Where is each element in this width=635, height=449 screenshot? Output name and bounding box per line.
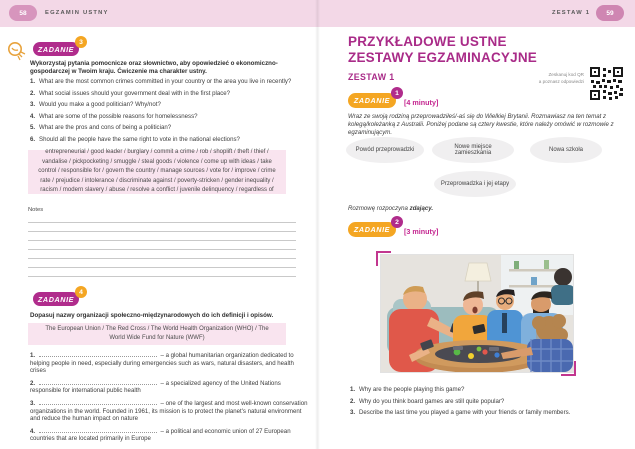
task3-questions xyxy=(30,78,308,148)
task1-intro: Wraz ze swoją rodziną przeprowadziłeś/-aś się do Wielkiej Brytanii. Rozmawiasz na ten temat z kolegą/koleżanką z Australii. Poniżej podane są cztery kwestie, które należy omówić w rozmowie z egzaminującym. xyxy=(348,113,614,136)
topic-bubble: Nowa szkoła xyxy=(530,137,602,163)
qr-caption: Zeskanuj kod QR a poznasz odpowiedzi xyxy=(538,72,584,84)
task3-badge-label: ZADANIE xyxy=(33,42,79,56)
left-running-head: EGZAMIN USTNY xyxy=(45,10,109,16)
notes-line xyxy=(28,222,296,223)
notes-line xyxy=(28,249,296,250)
starter-note: Rozmowę rozpoczyna zdający. xyxy=(348,205,434,212)
zestaw-task2-badge xyxy=(348,218,399,237)
task1-badge-number: 1 xyxy=(391,87,403,99)
speaking-person-icon xyxy=(6,40,28,67)
right-running-head: ZESTAW 1 xyxy=(552,10,591,16)
zestaw-task1-badge xyxy=(348,89,399,108)
organizations-options-box: The European Union / The Red Cross / The World Health Organization (WHO) / The World Wide Fund for Nature (WWF) xyxy=(28,323,286,345)
question-item: 2. What social issues should your government deal with in the first place? xyxy=(30,89,231,97)
notes-line xyxy=(28,231,296,232)
notes-line xyxy=(28,240,296,241)
match-item: 4. – a political and economic union of 27 European countries that are located primarily in Europe xyxy=(30,427,291,443)
question-item: 5. What are the pros and cons of being a politician? xyxy=(30,124,172,132)
question-item: 1. What are the most common crimes committed in your country or the area you live in recently? xyxy=(30,78,292,85)
task2-time: [3 minuty] xyxy=(404,227,439,236)
answer-blank xyxy=(39,427,157,433)
qr-code xyxy=(589,66,624,106)
task2-badge-label: ZADANIE xyxy=(348,222,396,237)
task4-badge xyxy=(33,288,83,306)
task4-badge-number: 4 xyxy=(75,286,87,298)
match-item: 1. – a global humanitarian organization dedicated to helping people in need, especially during emergencies such as wars, natural disasters, and health crises xyxy=(30,352,294,375)
question-item: 6. Should all the people have the same right to vote in the national elections? xyxy=(30,135,240,143)
question-item: 1. Why are the people playing this game? xyxy=(350,386,465,393)
match-item: 2. – a specialized agency of the United Nations responsible for international public health xyxy=(30,379,281,395)
page-spine xyxy=(315,0,320,449)
question-item: 2. Why do you think board games are still quite popular? xyxy=(350,397,505,405)
right-page-number: 59 xyxy=(596,5,624,21)
task3-badge xyxy=(33,38,83,56)
task3-badge-number: 3 xyxy=(75,36,87,48)
task2-badge-number: 2 xyxy=(391,216,403,228)
zestaw-heading: ZESTAW 1 xyxy=(348,72,395,82)
answer-blank xyxy=(39,399,157,405)
notes-line xyxy=(28,258,296,259)
question-item: 4. What are some of the possible reasons for homelessness? xyxy=(30,112,198,120)
section-title: PRZYKŁADOWE USTNE ZESTAWY EGZAMINACYJNE xyxy=(348,34,537,65)
notes-label: Notes xyxy=(28,207,44,213)
topic-bubble: Przeprowadzka i jej etapy xyxy=(434,171,516,197)
notes-line xyxy=(28,276,296,277)
task3-intro: Wykorzystaj pytania pomocnicze oraz słownictwo, aby opowiedzieć o ekonomiczno-gospodarczej w Twoim kraju. Ćwiczenie ma charakter ustny. xyxy=(30,60,278,75)
notes-line xyxy=(28,267,296,268)
left-page-number: 58 xyxy=(9,5,37,21)
task1-time: [4 minuty] xyxy=(404,98,439,107)
answer-blank xyxy=(39,379,157,385)
topic-bubble: Powód przeprowadzki xyxy=(346,137,424,163)
question-item: 3. Describe the last time you played a game with your friends or family members. xyxy=(350,409,571,417)
board-game-photo xyxy=(381,255,573,372)
match-item: 3. – one of the largest and most well-known conservation organizations in the world. Founded in 1961, its mission is to protect the planet's natural environment and reduce the human impact on nature xyxy=(30,400,308,423)
task1-badge-label: ZADANIE xyxy=(348,93,396,108)
answer-blank xyxy=(39,351,157,357)
task4-badge-label: ZADANIE xyxy=(33,292,79,306)
task2-questions xyxy=(350,386,622,421)
question-item: 3. Would you make a good politician? Why/not? xyxy=(30,101,161,109)
task4-intro: Dopasuj nazwy organizacji społeczno-międzynarodowych do ich definicji i opisów. xyxy=(30,312,274,319)
task4-items xyxy=(30,351,308,447)
topic-bubble: Nowe miejsce zamieszkania xyxy=(432,137,514,163)
vocabulary-box: entrepreneurial / good leader / burglary / commit a crime / rob / shoplift / theft / thief / vandalise / pickpocketing / smuggle / steal goods / violence / come up with ideas / take control / responsible for / govern the country / manage sources / vote for / improve / crime rate / prejudice / intolerance / discriminate against / poverty-stricken / gender inequality / racism / modern slavery / abuse / resolve a conflict / juvenile delinquency / regardless of xyxy=(28,150,286,194)
